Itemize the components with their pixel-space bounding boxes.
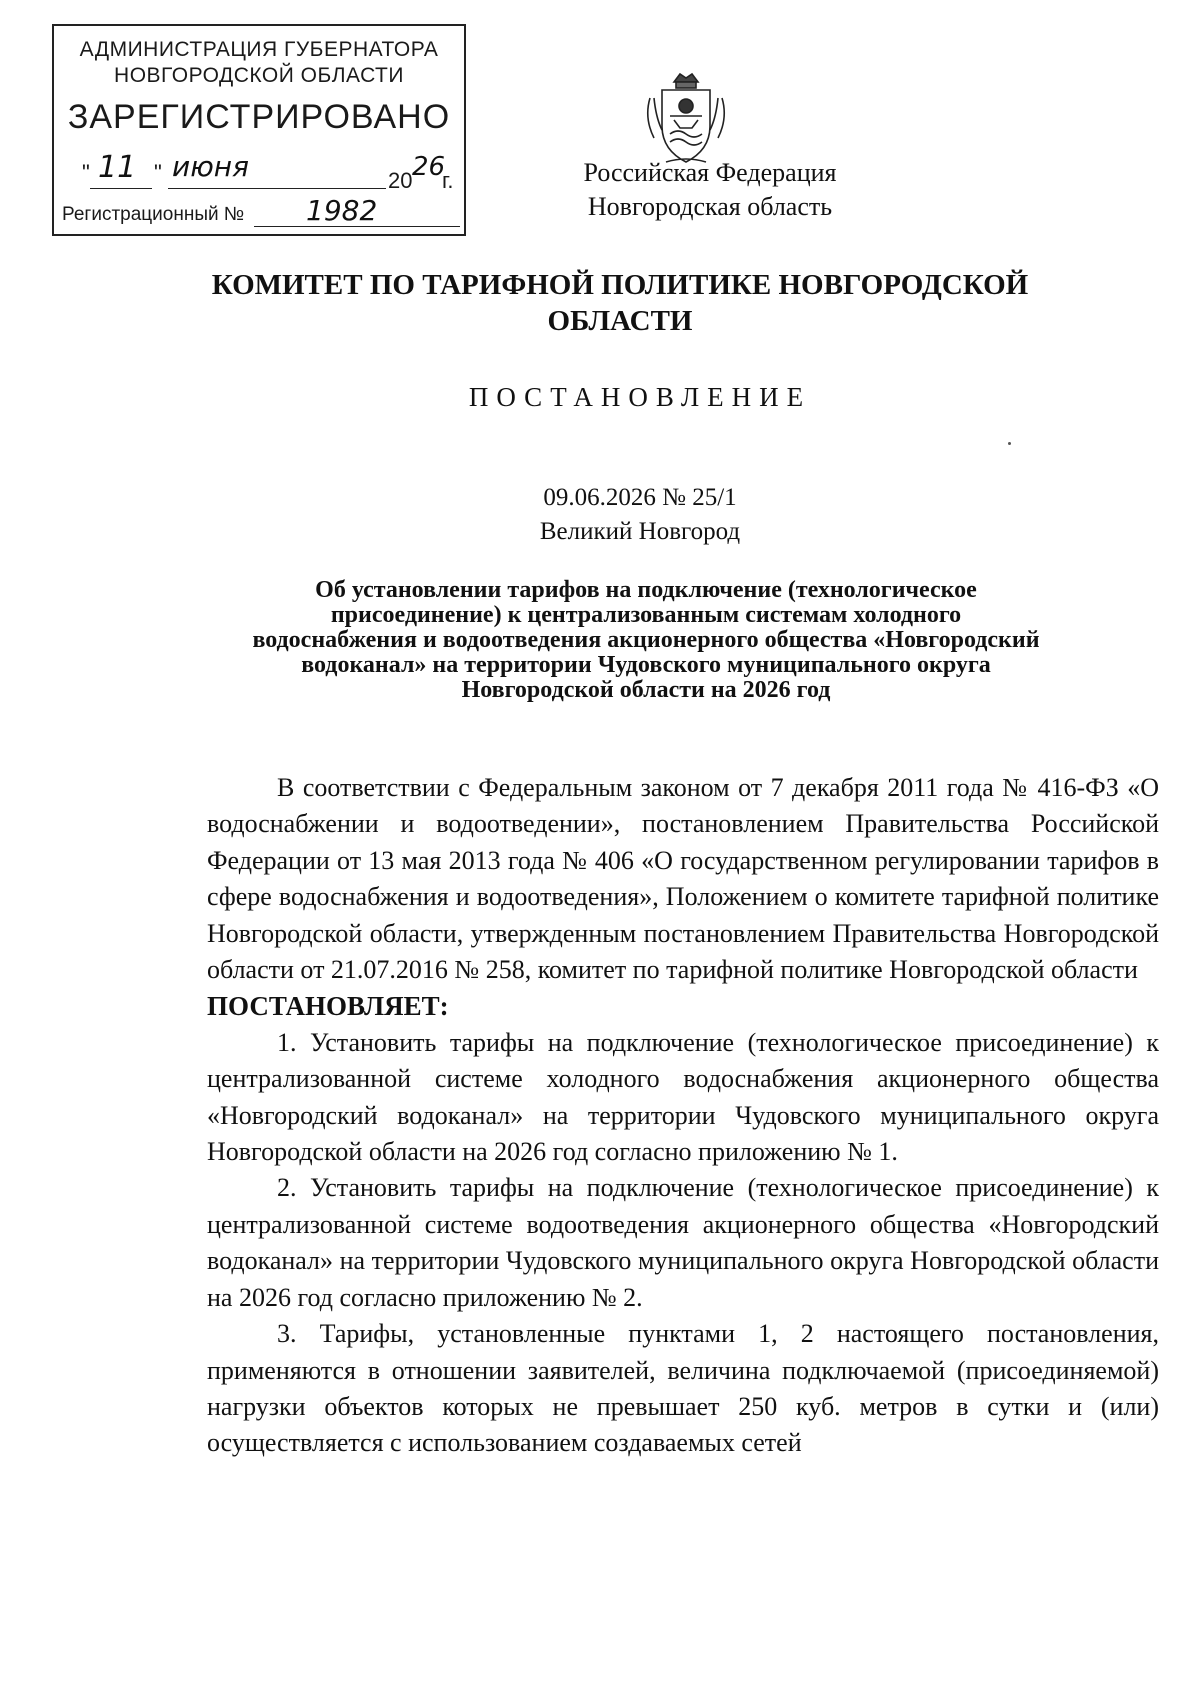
stamp-quote-close: " (154, 160, 162, 185)
stamp-org-line2: НОВГОРОДСКОЙ ОБЛАСТИ (114, 64, 404, 87)
stamp-reg-number-row (62, 204, 244, 226)
document-type: ПОСТАНОВЛЕНИЕ (468, 382, 812, 412)
stamp-year-suffix: 26 (412, 152, 446, 182)
stamp-month: июня (172, 150, 249, 183)
region-name: Новгородская область (587, 192, 833, 221)
resolves-heading: ПОСТАНОВЛЯЕТ: (207, 991, 449, 1022)
subject-line5: Новгородской области на 2026 год (461, 677, 831, 703)
stamp-year-unit: г. (442, 168, 454, 193)
subject-line1: Об установлении тарифов на подключение (технологическое (315, 577, 977, 603)
stamp-reg-number: 1982 (306, 194, 378, 227)
registration-stamp (52, 24, 466, 236)
committee-title-line1: КОМИТЕТ ПО ТАРИФНОЙ ПОЛИТИКЕ НОВГОРОДСКОЙ (211, 269, 1029, 301)
document-body (207, 770, 1159, 1462)
stamp-quote-open: " (82, 160, 90, 185)
country-name: Российская Федерация (583, 158, 837, 187)
stamp-month-line (168, 188, 386, 189)
stamp-day: 11 (98, 150, 137, 185)
stamp-reg-line (254, 226, 460, 227)
committee-title-line2: ОБЛАСТИ (547, 305, 693, 337)
stamp-date (80, 148, 454, 198)
scan-speck (1008, 442, 1011, 445)
subject-line3: водоснабжения и водоотведения акционерного общества «Новгородский (252, 627, 1040, 653)
stamp-org-line1: АДМИНИСТРАЦИЯ ГУБЕРНАТОРА (79, 38, 439, 61)
stamp-reg-label: Регистрационный № (62, 204, 245, 225)
stamp-day-line (90, 188, 152, 189)
item-1-paragraph: 1. Установить тарифы на подключение (технологическое присоединение) к централизованной системе холодного водоснабжения акционерного общества «Новгородский водоканал» на территории Чудовского муниципального округа Новгородской области на 2026 год согласно приложению № 1. (207, 1027, 1159, 1167)
document-city: Великий Новгород (539, 518, 741, 545)
subject-line4: водоканал» на территории Чудовского муниципального округа (301, 652, 991, 678)
stamp-registered: ЗАРЕГИСТРИРОВАНО (67, 98, 451, 136)
item-2-paragraph: 2. Установить тарифы на подключение (технологическое присоединение) к централизованной системе водоотведения акционерного общества «Новгородский водоканал» на территории Чудовского муниципального округа Новгородской области на 2026 год согласно приложению № 2. (207, 1173, 1159, 1312)
stamp-year-prefix: 20 (388, 168, 413, 193)
novgorod-coat-of-arms-icon (640, 68, 732, 168)
document-date-number: 09.06.2026 № 25/1 (543, 484, 737, 511)
subject-line2: присоединение) к централизованным системам холодного (330, 602, 962, 628)
item-3-paragraph: 3. Тарифы, установленные пунктами 1, 2 настоящего постановления, применяются в отношении заявителей, величина подключаемой (присоединяемой) нагрузки объектов которых не превышает 250 куб. метров в сутки и (или) осуществляется с использованием создаваемых сетей (207, 1319, 1159, 1458)
preamble-paragraph: В соответствии с Федеральным законом от 7 декабря 2011 года № 416-ФЗ «О водоснабжении и водоотведении», постановлением Правительства Российской Федерации от 13 мая 2013 года № 406 «О государственном регулировании тарифов в сфере водоснабжения и водоотведения», Положением о комитете тарифной политике Новгородской области, утвержденным постановлением Правительства Новгородской области от 21.07.2016 № 258, комитет по тарифной политике Новгородской области (207, 773, 1159, 985)
